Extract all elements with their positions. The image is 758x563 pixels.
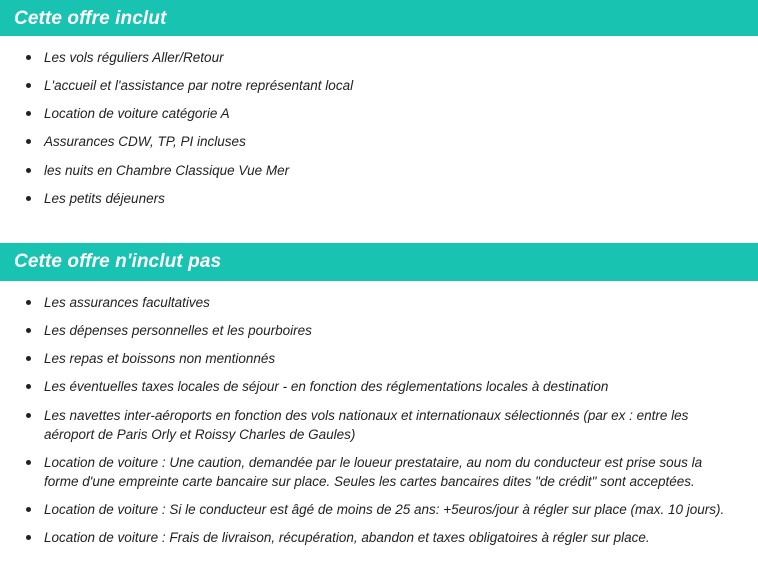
- list-item: Les dépenses personnelles et les pourboires: [18, 321, 740, 340]
- section-not-included-header: [0, 243, 758, 281]
- list-item: Location de voiture : Si le conducteur est âgé de moins de 25 ans: +5euros/jour à régler sur place (max. 10 jours).: [18, 500, 740, 519]
- list-item: Location de voiture : Frais de livraison, récupération, abandon et taxes obligatoires à régler sur place.: [18, 528, 740, 547]
- included-list: [18, 48, 740, 208]
- list-item: les nuits en Chambre Classique Vue Mer: [18, 161, 740, 180]
- section-included-header: [0, 0, 758, 36]
- section-not-included-body: [0, 281, 758, 563]
- list-item: Les vols réguliers Aller/Retour: [18, 48, 740, 67]
- list-item: Les repas et boissons non mentionnés: [18, 349, 740, 368]
- section-included: [0, 0, 758, 223]
- section-divider-space: [0, 223, 758, 243]
- list-item: Location de voiture : Une caution, demandée par le loueur prestataire, au nom du conducteur est prise sous la forme d'une empreinte carte bancaire sur place. Seules les cartes bancaires dites "de crédit" sont acceptées.: [18, 453, 740, 491]
- list-item: Location de voiture catégorie A: [18, 104, 740, 123]
- section-included-title: Cette offre inclut: [14, 7, 167, 29]
- list-item: Les navettes inter-aéroports en fonction des vols nationaux et internationaux sélectionnés (par ex : entre les aéroport de Paris Orly et Roissy Charles de Gaules): [18, 406, 740, 444]
- list-item: Les assurances facultatives: [18, 293, 740, 312]
- list-item: Les petits déjeuners: [18, 189, 740, 208]
- list-item: L'accueil et l'assistance par notre représentant local: [18, 76, 740, 95]
- list-item: Assurances CDW, TP, PI incluses: [18, 132, 740, 151]
- not-included-list: [18, 293, 740, 548]
- section-not-included: [0, 243, 758, 563]
- list-item: Les éventuelles taxes locales de séjour - en fonction des réglementations locales à destination: [18, 377, 740, 396]
- section-included-body: [0, 36, 758, 223]
- section-not-included-title: Cette offre n'inclut pas: [14, 251, 222, 273]
